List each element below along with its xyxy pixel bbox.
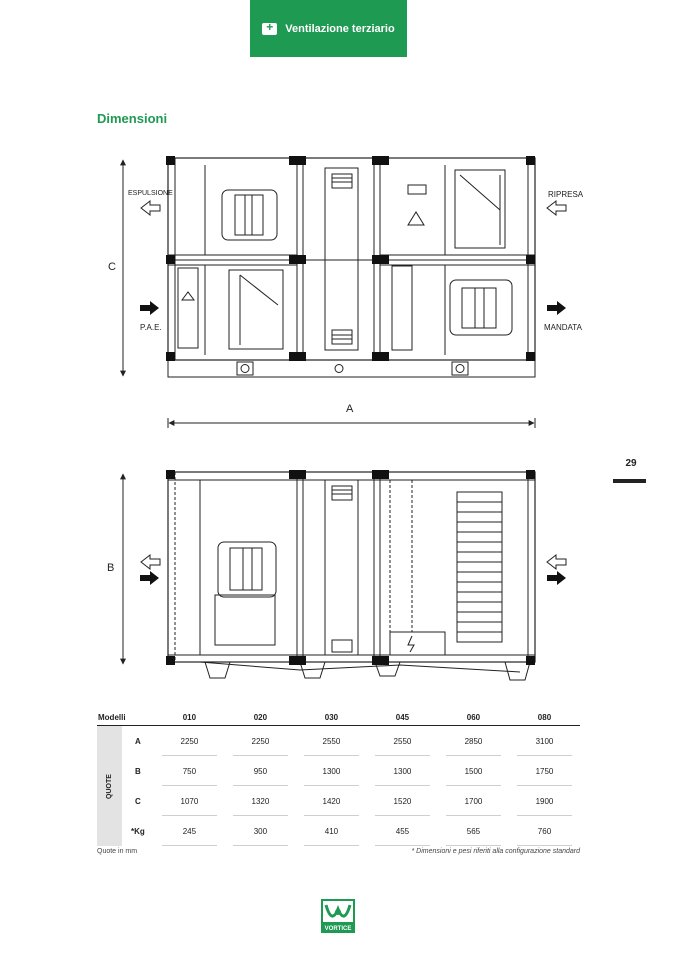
label-pae: P.A.E.: [140, 323, 162, 332]
model-header: 010: [154, 709, 225, 726]
quote-group-label: QUOTE: [97, 726, 122, 847]
table-cell: 760: [509, 816, 580, 846]
model-header: 045: [367, 709, 438, 726]
row-param: *Kg: [122, 816, 154, 846]
table-cell: 245: [154, 816, 225, 846]
table-cell: 2250: [225, 726, 296, 757]
table-cell: 1420: [296, 786, 367, 816]
table-cell: 1520: [367, 786, 438, 816]
table-cell: 3100: [509, 726, 580, 757]
side-view-drawing: [123, 472, 535, 680]
table-cell: 2550: [296, 726, 367, 757]
table-cell: 2250: [154, 726, 225, 757]
table-row: [97, 816, 580, 846]
top-view-drawing: [123, 158, 535, 428]
supply-arrow-icon: [547, 301, 566, 315]
dimensions-table: [97, 709, 580, 846]
table-cell: 300: [225, 816, 296, 846]
table-cell: 1320: [225, 786, 296, 816]
table-row: [97, 786, 580, 816]
table-cell: 1300: [296, 756, 367, 786]
table-cell: 1500: [438, 756, 509, 786]
side-supply-arrow-icon: [547, 571, 566, 585]
return-arrow-icon: [547, 201, 566, 215]
label-espulsione: ESPULSIONE: [128, 190, 173, 197]
label-dim-c: C: [108, 261, 116, 273]
table-cell: 1900: [509, 786, 580, 816]
model-header: 060: [438, 709, 509, 726]
table-cell: 1300: [367, 756, 438, 786]
models-header: Modelli: [97, 709, 154, 726]
page-number: 29: [625, 458, 637, 469]
table-cell: 1750: [509, 756, 580, 786]
row-param: C: [122, 786, 154, 816]
table-cell: 410: [296, 816, 367, 846]
table-cell: 1070: [154, 786, 225, 816]
fresh-air-arrow-icon: [140, 301, 159, 315]
table-cell: 1700: [438, 786, 509, 816]
label-dim-b: B: [107, 562, 115, 574]
table-cell: 455: [367, 816, 438, 846]
row-param: A: [122, 726, 154, 757]
exhaust-arrow-icon: [141, 201, 160, 215]
table-cell: 950: [225, 756, 296, 786]
side-exhaust-arrow-icon: [141, 555, 160, 569]
table-cell: 565: [438, 816, 509, 846]
model-header: 030: [296, 709, 367, 726]
label-dim-a: A: [346, 403, 354, 415]
header-title: Ventilazione terziario: [285, 22, 395, 35]
table-cell: 750: [154, 756, 225, 786]
row-param: B: [122, 756, 154, 786]
table-row: [97, 756, 580, 786]
table-row: [97, 726, 580, 757]
label-ripresa: RIPRESA: [548, 190, 584, 199]
configuration-note: * Dimensioni e pesi riferiti alla configurazione standard: [411, 848, 580, 855]
side-intake-arrow-icon: [140, 571, 159, 585]
model-header: 020: [225, 709, 296, 726]
logo-text: VORTICE: [324, 926, 352, 932]
model-header: 080: [509, 709, 580, 726]
label-mandata: MANDATA: [544, 323, 582, 332]
vortice-logo: [321, 899, 355, 933]
units-note: Quote in mm: [97, 848, 138, 855]
section-title: Dimensioni: [97, 111, 168, 126]
table-header-row: [97, 709, 580, 726]
table-cell: 2850: [438, 726, 509, 757]
side-return-arrow-icon: [547, 555, 566, 569]
table-cell: 2550: [367, 726, 438, 757]
